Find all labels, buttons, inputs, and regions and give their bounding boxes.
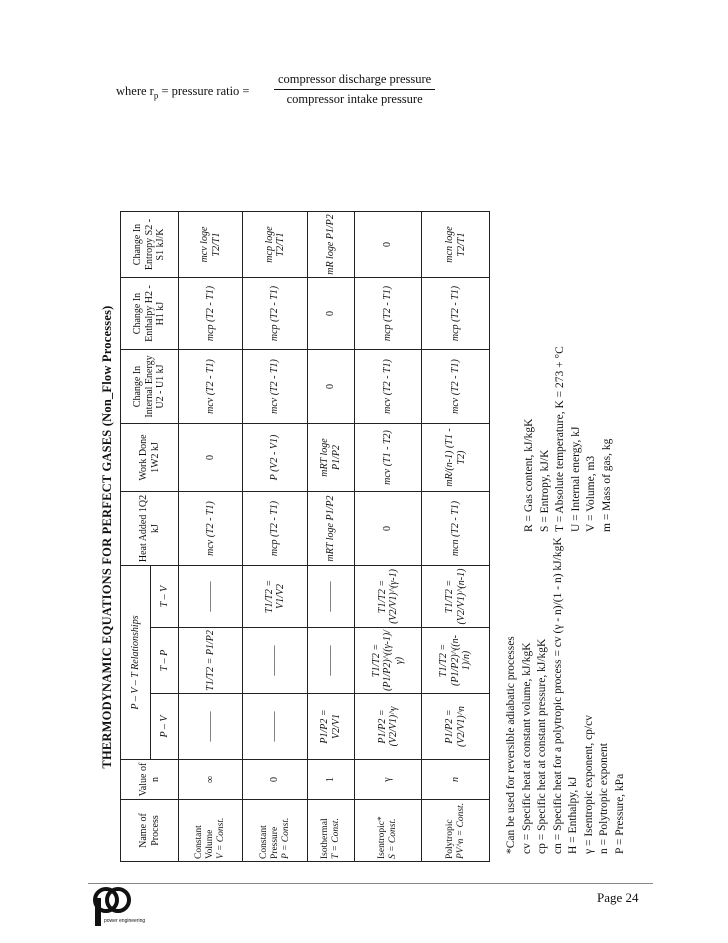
footer-rule [88,883,653,884]
process-name: Constant Volume V = Const. [179,800,243,862]
internal-energy: mcv (T2 - T1) [422,350,490,424]
note-line: cp = Specific heat at constant pressure, kJ/kgK [536,638,548,854]
note-line: cv = Specific heat at constant volume, kJ/kgK [520,642,533,854]
table-row [243,212,307,862]
heat-added: mcv (T2 - T1) [179,492,243,566]
pv-relation: P1/P2 = V2/V1 [307,694,354,760]
pv-relation: ——— [243,694,307,760]
note-line: γ = Isentropic exponent, cp/cv [582,715,595,854]
entropy-change: mcn loge T2/T1 [422,212,490,278]
tp-relation: T1/T2 = (P1/P2)^((γ-1)/γ) [354,628,422,694]
pv-relation: P1/P2 = (V2/V1)^γ [354,694,422,760]
header-tp: T – P [151,628,179,694]
heat-added: 0 [354,492,422,566]
process-name: Polytropic PV^n = Const. [422,800,490,862]
page-number: Page 24 [597,890,639,905]
work-done: P (V2 - V1) [243,424,307,492]
entropy-change: mR loge P1/P2 [307,212,354,278]
note-line: n = Polytropic exponent [598,743,610,854]
entropy-change: 0 [354,212,422,278]
notes-right-column [522,346,615,532]
header-enthalpy: Change In Enthalpy H2 - H1 kJ [121,278,179,350]
tp-relation: T1/T2 = P1/P2 [179,628,243,694]
work-done: mRT loge P1/P2 [307,424,354,492]
note-line: P = Pressure, kPa [613,773,626,854]
header-pvt: P – V – T Relationships [121,566,151,760]
pv-relation: ——— [179,694,243,760]
enthalpy-change: mcp (T2 - T1) [179,278,243,350]
note-line: R = Gas content, kJ/kgK [523,418,535,532]
tv-relation: T1/T2 = (V2/V1)^(γ-1) [354,566,422,628]
tp-relation: ——— [307,628,354,694]
rotated-table-block [92,212,652,862]
process-name: Constant Pressure P = Const. [243,800,307,862]
tv-relation: ——— [307,566,354,628]
process-name: Isentropic* S = Const. [354,800,422,862]
heat-added: mRT loge P1/P2 [307,492,354,566]
work-done: 0 [179,424,243,492]
heat-added: mcn (T2 - T1) [422,492,490,566]
process-name: Isothermal T = Const. [307,800,354,862]
n-value: ∞ [179,760,243,800]
n-value: 1 [307,760,354,800]
note-line: H = Enthalpy, kJ [567,776,579,854]
tp-relation: ——— [243,628,307,694]
enthalpy-change: mcp (T2 - T1) [243,278,307,350]
header-name: Name of Process [121,800,179,862]
fraction-denominator: compressor intake pressure [286,92,423,106]
enthalpy-change: mcp (T2 - T1) [354,278,422,350]
internal-energy: mcv (T2 - T1) [354,350,422,424]
heat-added: mcp (T2 - T1) [243,492,307,566]
header-work: Work Done 1W2 kJ [121,424,179,492]
note-line: m = Mass of gas, kg [600,438,613,532]
table-row [307,212,354,862]
table-row [354,212,422,862]
tp-relation: T1/T2 = (P1/P2)^((n-1)/n) [422,628,490,694]
note-line: T = Absolute temperature, K = 273 + °C [554,346,566,532]
pv-relation: P1/P2 = (V2/V1)^n [422,694,490,760]
tv-relation: T1/T2 = (V2/V1)^(n-1) [422,566,490,628]
entropy-change: mcp loge T2/T1 [243,212,307,278]
table-row [179,212,243,862]
tv-relation: ——— [179,566,243,628]
header-tv: T – V [151,566,179,628]
n-value: 0 [243,760,307,800]
internal-energy: mcv (T2 - T1) [243,350,307,424]
n-value: γ [354,760,422,800]
header-heat: Heat Added 1Q2 kJ [121,492,179,566]
tv-relation: T1/T2 = V1/V2 [243,566,307,628]
header-entropy: Change In Entropy S2 - S1 kJ/K [121,212,179,278]
power-engineering-logo [88,884,146,934]
pressure-ratio-fraction [274,72,435,107]
n-value: n [422,760,490,800]
work-done: mcv (T1 - T2) [354,424,422,492]
header-energy: Change In Internal Energy U2 - U1 kJ [121,350,179,424]
entropy-change: mcv loge T2/T1 [179,212,243,278]
header-pv: P – V [151,694,179,760]
note-line: S = Entropy, kJ/K [538,449,551,532]
fraction-bar [274,89,435,90]
note-line: cn = Specific heat for a polytropic process = cv (γ - n)/(1 - n) kJ/kgK [551,537,564,854]
thermo-equations-table [120,211,490,862]
fraction-numerator: compressor discharge pressure [278,72,432,86]
internal-energy: mcv (T2 - T1) [179,350,243,424]
table-row [422,212,490,862]
note-line: U = Internal energy, kJ [569,426,582,532]
header-n: Value of n [121,760,179,800]
logo-text: power engineering [104,918,146,924]
table-title: THERMODYNAMIC EQUATIONS FOR PERFECT GASES (Non_Flow Processes) [100,305,114,769]
notes-left-column [504,537,628,854]
internal-energy: 0 [307,350,354,424]
enthalpy-change: mcp (T2 - T1) [422,278,490,350]
enthalpy-change: 0 [307,278,354,350]
note-line: *Can be used for reversible adiabatic processes [505,636,517,854]
work-done: mR/(n-1) (T1 - T2) [422,424,490,492]
pressure-ratio-label: where $r_p$ = pressure ratio = [116,84,250,101]
note-line: V = Volume, m3 [585,455,597,532]
